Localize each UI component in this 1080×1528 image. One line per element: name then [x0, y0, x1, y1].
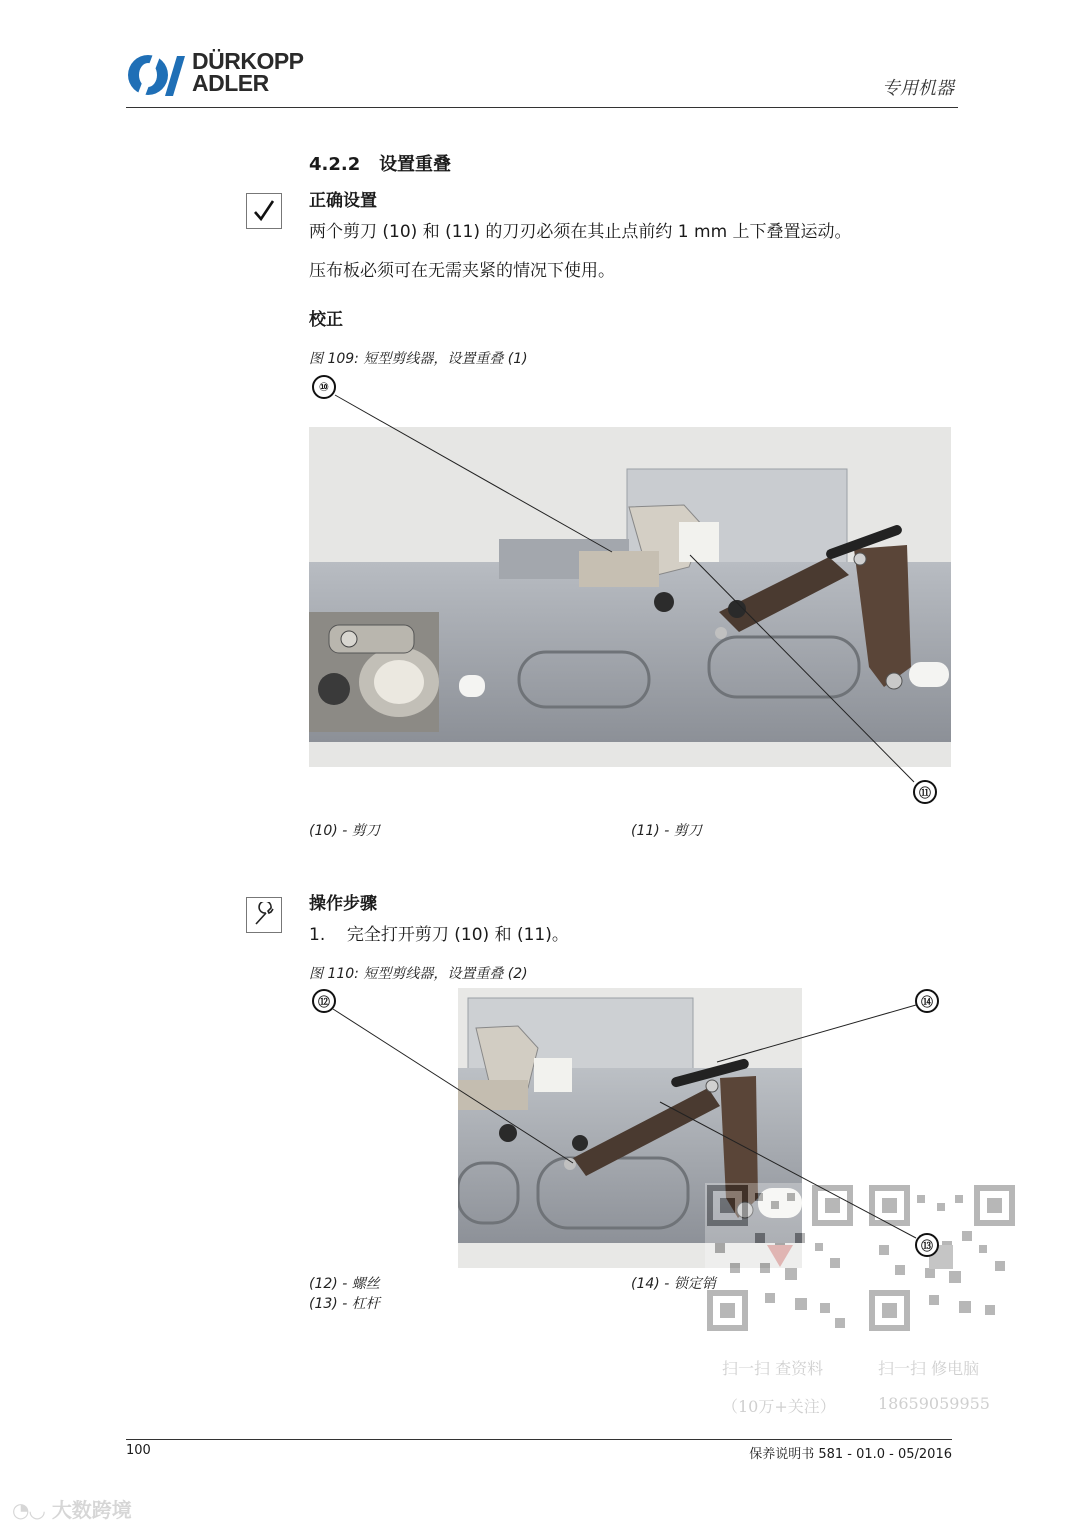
step-number: 1. — [309, 925, 326, 945]
correct-setting-heading: 正确设置 — [309, 191, 377, 211]
callout-13: ⑬ — [915, 1233, 939, 1257]
brand-watermark-icon: ◔◡ — [12, 1498, 45, 1522]
page-number: 100 — [126, 1443, 151, 1458]
brand-watermark — [12, 1494, 132, 1523]
callout-12: ⑫ — [312, 989, 336, 1013]
figure-110-caption: 图 110: 短型剪线器，设置重叠 (2) — [309, 966, 528, 982]
callout-10: ⑩ — [312, 375, 336, 399]
figure-110-legend-item: (12) - 螺丝 — [309, 1276, 380, 1292]
figure-109-caption: 图 109: 短型剪线器，设置重叠 (1) — [309, 351, 528, 367]
logo-line-2: ADLER — [192, 70, 269, 96]
callout-11: ⑪ — [913, 780, 937, 804]
correct-setting-line-1: 两个剪刀 (10) 和 (11) 的刀刃必须在其止点前约 1 mm 上下叠置运动。 — [309, 222, 852, 242]
figure-110-legend-item: (13) - 杠杆 — [309, 1296, 380, 1312]
watermark-right-line-1: 扫一扫 修电脑 — [878, 1359, 980, 1378]
logo-line-1: DÜRKOPP — [192, 48, 304, 74]
figure-110-legend-item: (14) - 锁定销 — [631, 1276, 716, 1292]
step-text: 完全打开剪刀 (10) 和 (11)。 — [346, 925, 569, 945]
calibration-heading: 校正 — [309, 310, 343, 330]
watermark-left-line-2: （10万+关注） — [722, 1397, 836, 1416]
correct-setting-line-2: 压布板必须可在无需夹紧的情况下使用。 — [309, 261, 615, 281]
watermark-right-line-2: 18659059955 — [878, 1394, 990, 1413]
section-number: 4.2.2 — [309, 154, 361, 175]
brand-watermark-text: 大数跨境 — [51, 1498, 132, 1522]
document-info: 保养说明书 581 - 01.0 - 05/2016 — [749, 1447, 952, 1462]
callout-14: ⑭ — [915, 989, 939, 1013]
header-section-label: 专用机器 — [882, 78, 954, 99]
figure-109-legend-item: (10) - 剪刀 — [309, 823, 380, 839]
watermark-left-line-1: 扫一扫 查资料 — [722, 1359, 824, 1378]
figure-109-legend-item: (11) - 剪刀 — [631, 823, 702, 839]
section-title: 设置重叠 — [379, 154, 452, 175]
procedure-heading: 操作步骤 — [309, 894, 377, 914]
footer-divider — [126, 1439, 952, 1440]
